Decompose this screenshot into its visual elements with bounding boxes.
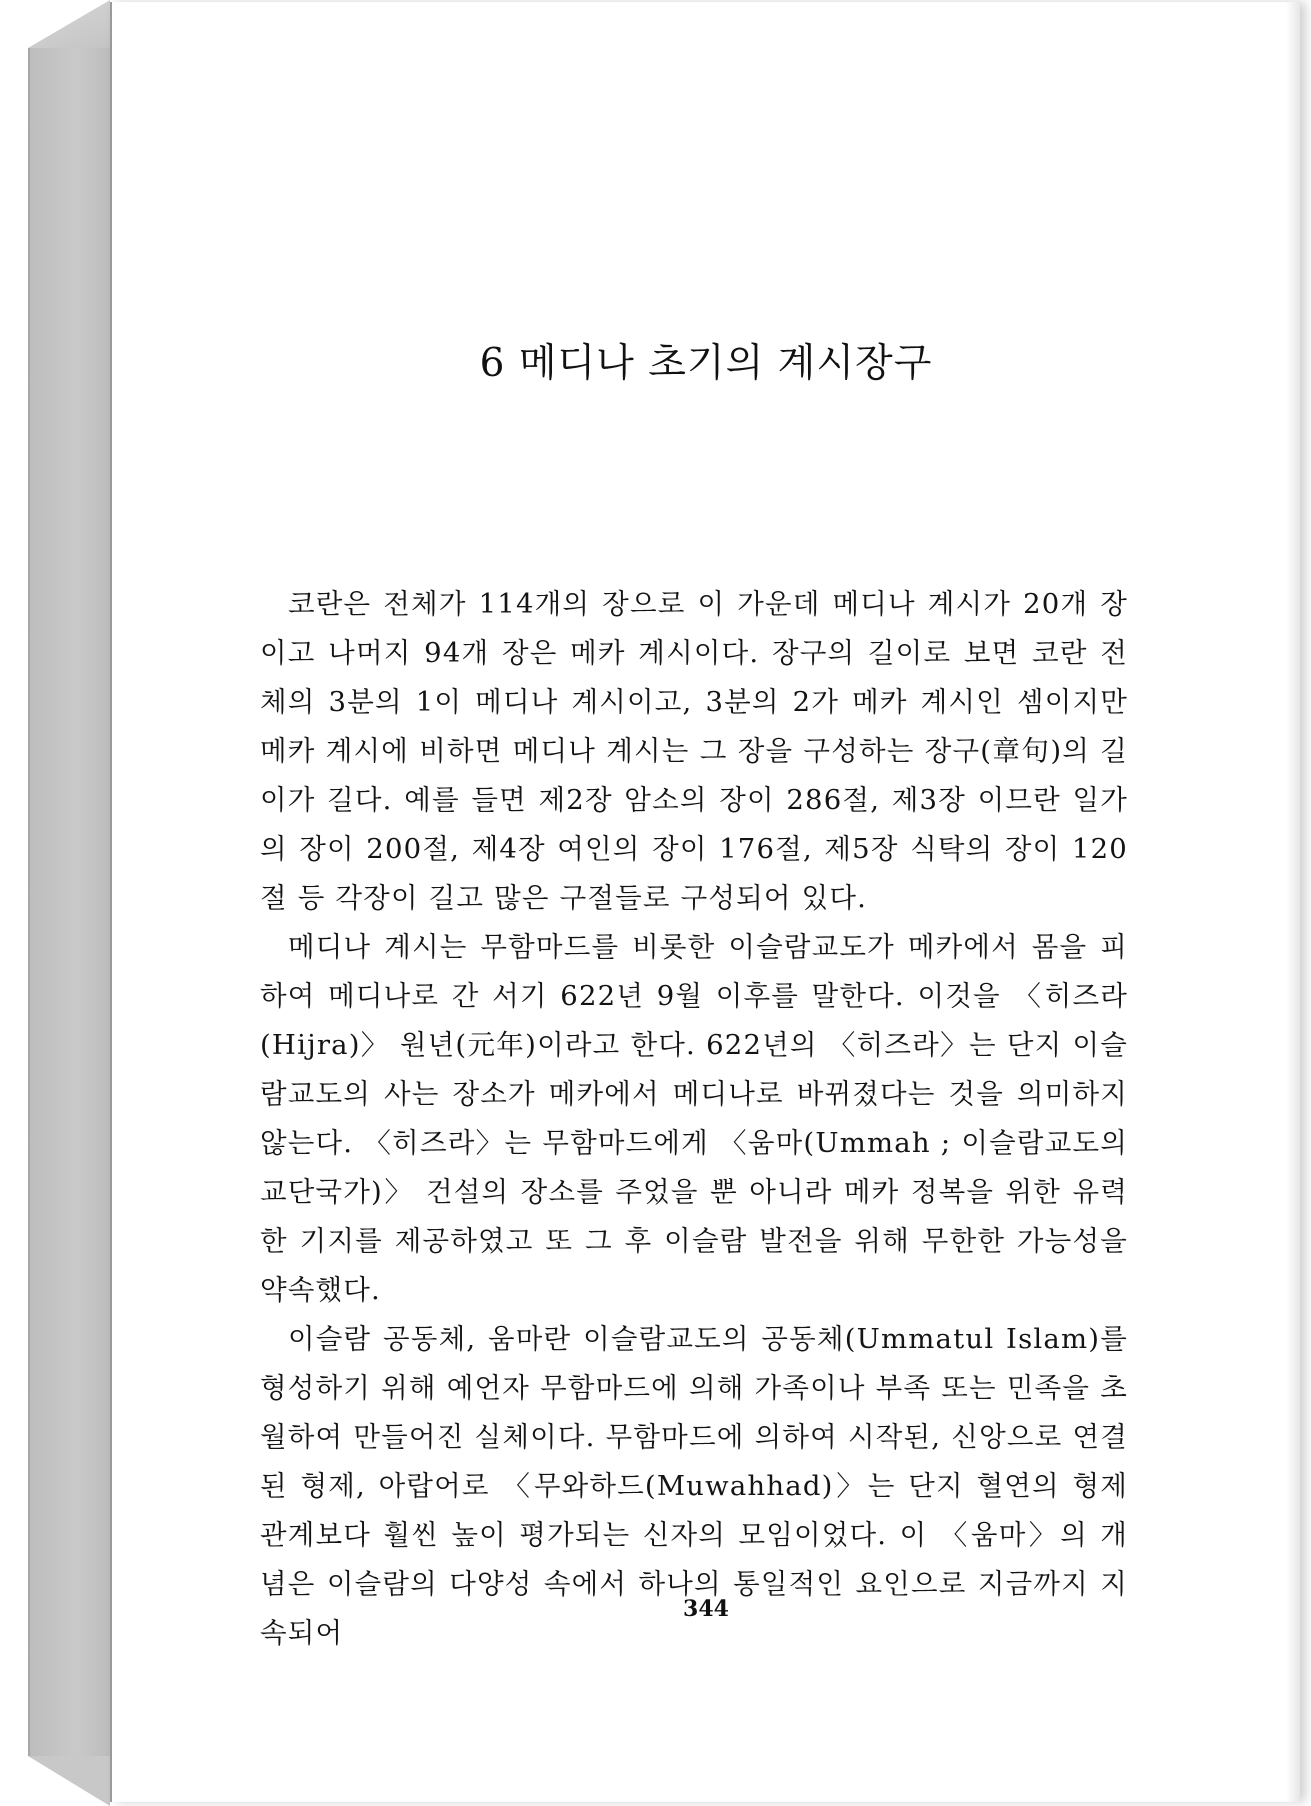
book-page bbox=[110, 2, 1300, 1802]
paragraph-3: 이슬람 공동체, 움마란 이슬람교도의 공동체(Ummatul Islam)를 형성하기 위해 예언자 무함마드에 의해 가족이나 부족 또는 민족을 초월하여 만들어진 실체이다. 무함마드에 의하여 시작된, 신앙으로 연결된 형제, 아랍어로 〈무와하드(Muwahhad)〉는 단지 혈연의 형제관계보다 훨씬 높이 평가되는 신자의 모임이었다. 이 〈움마〉의 개념은 이슬람의 다양성 속에서 하나의 통일적인 요인으로 지금까지 지속되어 bbox=[260, 1323, 1128, 1649]
book-spine-top bbox=[28, 0, 110, 48]
chapter-title: 6 메디나 초기의 계시장구 bbox=[479, 341, 933, 386]
page-number: 344 bbox=[683, 1596, 729, 1622]
body-text bbox=[260, 580, 1128, 1658]
paragraph-2: 메디나 계시는 무함마드를 비롯한 이슬람교도가 메카에서 몸을 피하여 메디나로 간 서기 622년 9월 이후를 말한다. 이것을 〈히즈라(Hijra)〉 원년(元年)이라고 한다. 622년의 〈히즈라〉는 단지 이슬람교도의 사는 장소가 메카에서 메디나로 바뀌졌다는 것을 의미하지 않는다. 〈히즈라〉는 무함마드에게 〈움마(Ummah ; 이슬람교도의 교단국가)〉 건설의 장소를 주었을 뿐 아니라 메카 정복을 위한 유력한 기지를 제공하였고 또 그 후 이슬람 발전을 위해 무한한 가능성을 약속했다. bbox=[260, 931, 1128, 1306]
paragraph-1: 코란은 전체가 114개의 장으로 이 가운데 메디나 계시가 20개 장이고 나머지 94개 장은 메카 계시이다. 장구의 길이로 보면 코란 전체의 3분의 1이 메디나 계시이고, 3분의 2가 메카 계시인 셈이지만 메카 계시에 비하면 메디나 계시는 그 장을 구성하는 장구(章句)의 길이가 길다. 예를 들면 제2장 암소의 장이 286절, 제3장 이므란 일가의 장이 200절, 제4장 여인의 장이 176절, 제5장 식탁의 장이 120절 등 각장이 길고 많은 구절들로 구성되어 있다. bbox=[260, 588, 1128, 914]
book-spine bbox=[28, 48, 112, 1756]
page-edge bbox=[1286, 2, 1300, 1802]
book-spine-bottom bbox=[28, 1756, 110, 1806]
